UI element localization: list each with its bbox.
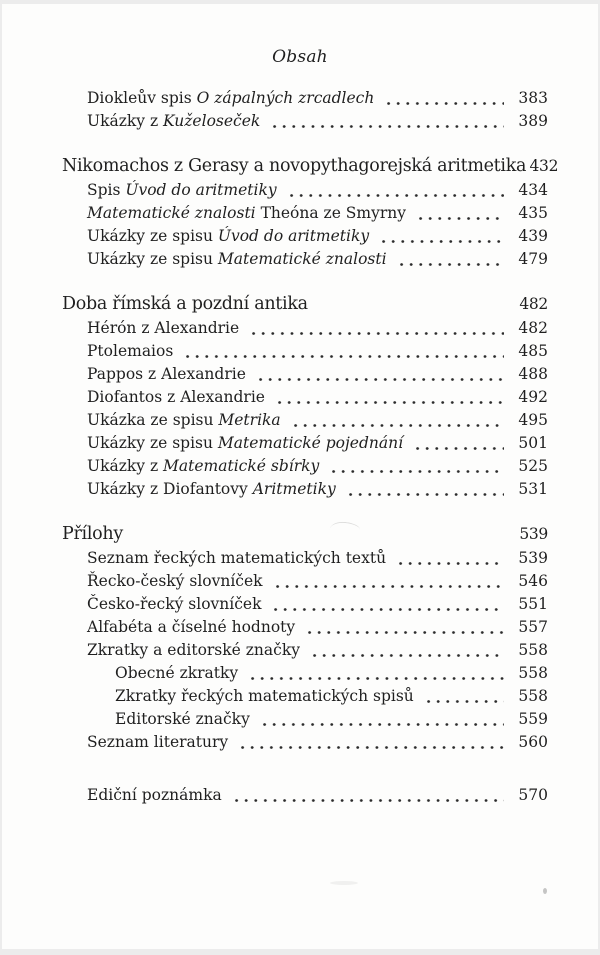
toc-row bbox=[62, 225, 548, 248]
page-number: 551 bbox=[518, 595, 548, 613]
toc-entry-label: Zkratky řeckých matematických spisů bbox=[115, 687, 414, 705]
toc-row bbox=[62, 662, 548, 685]
dot-leader bbox=[251, 662, 504, 685]
page-title: Obsah bbox=[272, 47, 328, 67]
page-number: 559 bbox=[518, 710, 548, 728]
page-number: 492 bbox=[518, 388, 548, 406]
page-number: 482 bbox=[519, 295, 548, 313]
toc-entry-label: Ukázky z Diofantovy Aritmetiky bbox=[87, 480, 336, 498]
page-number: 570 bbox=[518, 786, 548, 804]
dot-leader bbox=[419, 202, 504, 225]
toc-entry-label: Hérón z Alexandrie bbox=[87, 319, 240, 337]
toc-row bbox=[62, 248, 548, 271]
dot-leader bbox=[308, 616, 504, 639]
page-number: 501 bbox=[518, 434, 548, 452]
toc-entry-label: Zkratky a editorské značky bbox=[87, 641, 300, 659]
toc-entry-label: Ukázky ze spisu Matematické pojednání bbox=[87, 434, 404, 452]
toc-entry-label: Seznam řeckých matematických textů bbox=[87, 549, 387, 567]
page-number: 434 bbox=[518, 181, 548, 199]
page-number: 495 bbox=[518, 411, 548, 429]
toc-entry-label: Doba římská a pozdní antika bbox=[62, 294, 308, 314]
toc-row bbox=[62, 317, 548, 340]
page-number: 488 bbox=[518, 365, 548, 383]
toc-row bbox=[62, 409, 548, 432]
dot-leader bbox=[278, 386, 504, 409]
page-number: 439 bbox=[518, 227, 548, 245]
page-number: 432 bbox=[529, 157, 559, 175]
toc-row bbox=[62, 593, 548, 616]
toc-row bbox=[62, 153, 559, 179]
toc-row bbox=[62, 87, 548, 110]
dot-leader bbox=[252, 317, 504, 340]
dot-leader bbox=[399, 547, 504, 570]
toc-entry-label: Diokleův spis O zápalných zrcadlech bbox=[87, 89, 375, 107]
scan-speck bbox=[543, 888, 547, 894]
dot-leader bbox=[416, 432, 504, 455]
dot-leader bbox=[259, 363, 504, 386]
toc-entry-label: Ukázky z Kuželoseček bbox=[87, 112, 261, 130]
page-number: 539 bbox=[518, 549, 548, 567]
dot-leader bbox=[427, 685, 504, 708]
toc-entry-label: Ukázky ze spisu Matematické znalosti bbox=[87, 250, 387, 268]
toc-row bbox=[62, 291, 548, 317]
toc-entry-label: Seznam literatury bbox=[87, 733, 229, 751]
dot-leader bbox=[382, 225, 504, 248]
toc-row bbox=[62, 639, 548, 662]
toc-entry-label: Pappos z Alexandrie bbox=[87, 365, 246, 383]
book-page bbox=[2, 4, 598, 949]
page-number: 558 bbox=[518, 664, 548, 682]
dot-leader bbox=[186, 340, 504, 363]
toc-row bbox=[62, 202, 548, 225]
toc-row bbox=[62, 547, 548, 570]
dot-leader bbox=[273, 110, 504, 133]
toc-entry-label: Řecko-český slovníček bbox=[87, 572, 263, 590]
toc-row bbox=[62, 478, 548, 501]
dot-leader bbox=[313, 639, 504, 662]
dot-leader bbox=[290, 179, 504, 202]
dot-leader bbox=[241, 731, 504, 754]
toc-row bbox=[62, 432, 548, 455]
toc-row bbox=[62, 110, 548, 133]
toc-entry-label: Česko-řecký slovníček bbox=[87, 595, 262, 613]
toc-row bbox=[62, 731, 548, 754]
page-number: 485 bbox=[518, 342, 548, 360]
toc-row bbox=[62, 363, 548, 386]
toc-entry-label: Alfabéta a číselné hodnoty bbox=[87, 618, 296, 636]
scan-smudge bbox=[330, 881, 358, 885]
toc-row bbox=[62, 179, 548, 202]
dot-leader bbox=[400, 248, 504, 271]
toc-entry-label: Ukázky z Matematické sbírky bbox=[87, 457, 320, 475]
toc-row bbox=[62, 521, 548, 547]
toc-entry-label: Ptolemaios bbox=[87, 342, 174, 360]
toc bbox=[2, 68, 598, 807]
toc-entry-label: Spis Úvod do aritmetiky bbox=[87, 181, 277, 199]
dot-leader bbox=[276, 570, 504, 593]
toc-entry-label: Přílohy bbox=[62, 524, 123, 544]
dot-leader bbox=[294, 409, 504, 432]
dot-leader bbox=[387, 87, 504, 110]
toc-entry-label: Diofantos z Alexandrie bbox=[87, 388, 265, 406]
toc-row bbox=[62, 455, 548, 478]
toc-row bbox=[62, 570, 548, 593]
toc-entry-label: Matematické znalosti Theóna ze Smyrny bbox=[87, 204, 407, 222]
page-number: 557 bbox=[518, 618, 548, 636]
page-number: 479 bbox=[518, 250, 548, 268]
dot-leader bbox=[274, 593, 504, 616]
toc-entry-label: Ediční poznámka bbox=[87, 786, 222, 804]
toc-entry-label: Ukázky ze spisu Úvod do aritmetiky bbox=[87, 227, 370, 245]
toc-row bbox=[62, 784, 548, 807]
page-number: 558 bbox=[518, 641, 548, 659]
page-number: 383 bbox=[518, 89, 548, 107]
toc-entry-label: Obecné zkratky bbox=[115, 664, 239, 682]
page-number: 482 bbox=[518, 319, 548, 337]
toc-entry-label: Nikomachos z Gerasy a novopythagorejská aritmetika bbox=[62, 156, 527, 176]
page-number: 531 bbox=[518, 480, 548, 498]
dot-leader bbox=[263, 708, 504, 731]
toc-entry-label: Ukázka ze spisu Metrika bbox=[87, 411, 281, 429]
dot-leader bbox=[235, 784, 504, 807]
page-number: 389 bbox=[518, 112, 548, 130]
toc-row bbox=[62, 708, 548, 731]
page-number: 560 bbox=[518, 733, 548, 751]
toc-row bbox=[62, 386, 548, 409]
page-number: 546 bbox=[518, 572, 548, 590]
dot-leader bbox=[332, 455, 504, 478]
page-number: 558 bbox=[518, 687, 548, 705]
dot-leader bbox=[349, 478, 504, 501]
page-number: 435 bbox=[518, 204, 548, 222]
toc-row bbox=[62, 340, 548, 363]
page-number: 539 bbox=[519, 525, 548, 543]
toc-row bbox=[62, 616, 548, 639]
toc-entry-label: Editorské značky bbox=[115, 710, 250, 728]
page-number: 525 bbox=[518, 457, 548, 475]
toc-row bbox=[62, 685, 548, 708]
